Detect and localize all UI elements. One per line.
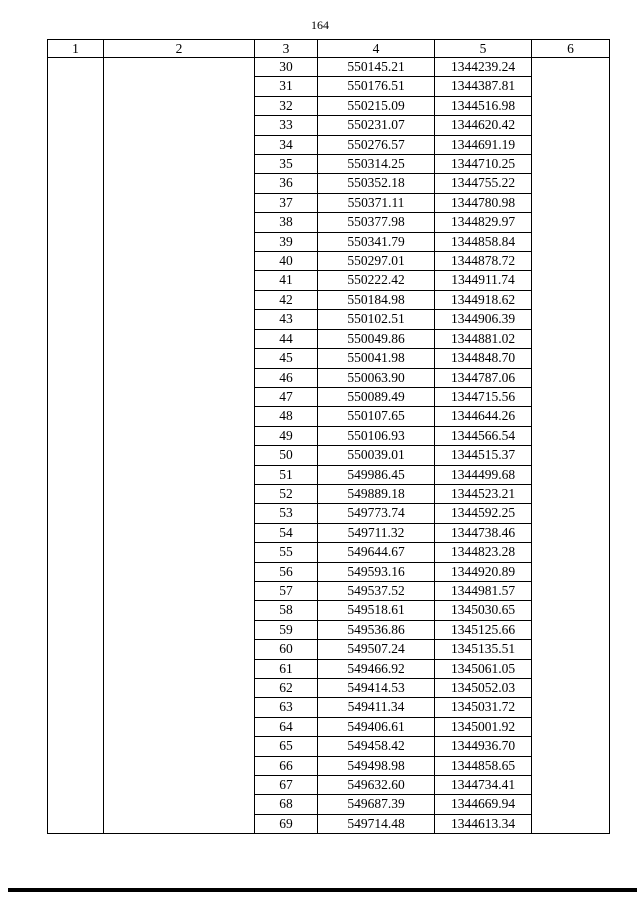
y-coordinate-cell: 1344566.54 [435, 426, 532, 445]
y-coordinate-cell: 1344516.98 [435, 96, 532, 115]
y-coordinate-cell: 1344738.46 [435, 523, 532, 542]
point-number-cell: 33 [255, 116, 318, 135]
point-number-cell: 36 [255, 174, 318, 193]
footer-rule [8, 888, 637, 892]
y-coordinate-cell: 1344780.98 [435, 193, 532, 212]
point-number-cell: 54 [255, 523, 318, 542]
column-header-6: 6 [532, 40, 610, 58]
x-coordinate-cell: 549406.61 [318, 717, 435, 736]
point-number-cell: 47 [255, 387, 318, 406]
point-number-cell: 44 [255, 329, 318, 348]
y-coordinate-cell: 1344878.72 [435, 252, 532, 271]
x-coordinate-cell: 550341.79 [318, 232, 435, 251]
x-coordinate-cell: 550089.49 [318, 387, 435, 406]
y-coordinate-cell: 1345061.05 [435, 659, 532, 678]
y-coordinate-cell: 1344848.70 [435, 349, 532, 368]
x-coordinate-cell: 550039.01 [318, 446, 435, 465]
x-coordinate-cell: 549411.34 [318, 698, 435, 717]
x-coordinate-cell: 550102.51 [318, 310, 435, 329]
point-number-cell: 46 [255, 368, 318, 387]
point-number-cell: 37 [255, 193, 318, 212]
y-coordinate-cell: 1344981.57 [435, 581, 532, 600]
y-coordinate-cell: 1344920.89 [435, 562, 532, 581]
y-coordinate-cell: 1344823.28 [435, 543, 532, 562]
point-number-cell: 57 [255, 581, 318, 600]
x-coordinate-cell: 550063.90 [318, 368, 435, 387]
point-number-cell: 30 [255, 58, 318, 77]
point-number-cell: 67 [255, 776, 318, 795]
point-number-cell: 65 [255, 737, 318, 756]
point-number-cell: 62 [255, 679, 318, 698]
y-coordinate-cell: 1345030.65 [435, 601, 532, 620]
x-coordinate-cell: 549889.18 [318, 484, 435, 503]
x-coordinate-cell: 550107.65 [318, 407, 435, 426]
point-number-cell: 59 [255, 620, 318, 639]
x-coordinate-cell: 549714.48 [318, 814, 435, 833]
x-coordinate-cell: 550184.98 [318, 290, 435, 309]
table-body [48, 58, 610, 834]
y-coordinate-cell: 1345052.03 [435, 679, 532, 698]
x-coordinate-cell: 549498.98 [318, 756, 435, 775]
x-coordinate-cell: 549536.86 [318, 620, 435, 639]
x-coordinate-cell: 550176.51 [318, 77, 435, 96]
x-coordinate-cell: 550297.01 [318, 252, 435, 271]
y-coordinate-cell: 1344592.25 [435, 504, 532, 523]
y-coordinate-cell: 1344858.84 [435, 232, 532, 251]
point-number-cell: 66 [255, 756, 318, 775]
x-coordinate-cell: 550049.86 [318, 329, 435, 348]
point-number-cell: 53 [255, 504, 318, 523]
y-coordinate-cell: 1344715.56 [435, 387, 532, 406]
x-coordinate-cell: 550314.25 [318, 155, 435, 174]
point-number-cell: 61 [255, 659, 318, 678]
column-header-3: 3 [255, 40, 318, 58]
x-coordinate-cell: 549773.74 [318, 504, 435, 523]
y-coordinate-cell: 1344499.68 [435, 465, 532, 484]
point-number-cell: 39 [255, 232, 318, 251]
point-number-cell: 60 [255, 640, 318, 659]
point-number-cell: 64 [255, 717, 318, 736]
point-number-cell: 68 [255, 795, 318, 814]
column-2-cell [104, 58, 255, 834]
point-number-cell: 32 [255, 96, 318, 115]
table-row [48, 58, 610, 77]
x-coordinate-cell: 549711.32 [318, 523, 435, 542]
point-number-cell: 51 [255, 465, 318, 484]
x-coordinate-cell: 549986.45 [318, 465, 435, 484]
y-coordinate-cell: 1344644.26 [435, 407, 532, 426]
y-coordinate-cell: 1344523.21 [435, 484, 532, 503]
point-number-cell: 40 [255, 252, 318, 271]
point-number-cell: 63 [255, 698, 318, 717]
x-coordinate-cell: 550145.21 [318, 58, 435, 77]
y-coordinate-cell: 1344669.94 [435, 795, 532, 814]
y-coordinate-cell: 1344613.34 [435, 814, 532, 833]
point-number-cell: 41 [255, 271, 318, 290]
point-number-cell: 52 [255, 484, 318, 503]
y-coordinate-cell: 1345135.51 [435, 640, 532, 659]
y-coordinate-cell: 1344918.62 [435, 290, 532, 309]
point-number-cell: 58 [255, 601, 318, 620]
point-number-cell: 45 [255, 349, 318, 368]
x-coordinate-cell: 549537.52 [318, 581, 435, 600]
y-coordinate-cell: 1344906.39 [435, 310, 532, 329]
x-coordinate-cell: 550106.93 [318, 426, 435, 445]
y-coordinate-cell: 1344881.02 [435, 329, 532, 348]
x-coordinate-cell: 549466.92 [318, 659, 435, 678]
y-coordinate-cell: 1344858.65 [435, 756, 532, 775]
column-header-5: 5 [435, 40, 532, 58]
x-coordinate-cell: 549518.61 [318, 601, 435, 620]
y-coordinate-cell: 1344829.97 [435, 213, 532, 232]
y-coordinate-cell: 1344387.81 [435, 77, 532, 96]
y-coordinate-cell: 1344710.25 [435, 155, 532, 174]
point-number-cell: 42 [255, 290, 318, 309]
x-coordinate-cell: 550371.11 [318, 193, 435, 212]
x-coordinate-cell: 549507.24 [318, 640, 435, 659]
column-1-cell [48, 58, 104, 834]
y-coordinate-cell: 1344787.06 [435, 368, 532, 387]
y-coordinate-cell: 1345031.72 [435, 698, 532, 717]
point-number-cell: 50 [255, 446, 318, 465]
point-number-cell: 35 [255, 155, 318, 174]
x-coordinate-cell: 550222.42 [318, 271, 435, 290]
point-number-cell: 56 [255, 562, 318, 581]
point-number-cell: 34 [255, 135, 318, 154]
point-number-cell: 48 [255, 407, 318, 426]
y-coordinate-cell: 1344911.74 [435, 271, 532, 290]
column-header-2: 2 [104, 40, 255, 58]
coordinates-table [47, 39, 610, 834]
x-coordinate-cell: 550352.18 [318, 174, 435, 193]
x-coordinate-cell: 550215.09 [318, 96, 435, 115]
y-coordinate-cell: 1344734.41 [435, 776, 532, 795]
header-row [48, 40, 610, 58]
y-coordinate-cell: 1345001.92 [435, 717, 532, 736]
y-coordinate-cell: 1344515.37 [435, 446, 532, 465]
point-number-cell: 31 [255, 77, 318, 96]
x-coordinate-cell: 549632.60 [318, 776, 435, 795]
x-coordinate-cell: 550231.07 [318, 116, 435, 135]
column-header-1: 1 [48, 40, 104, 58]
point-number-cell: 55 [255, 543, 318, 562]
x-coordinate-cell: 549687.39 [318, 795, 435, 814]
y-coordinate-cell: 1344239.24 [435, 58, 532, 77]
y-coordinate-cell: 1344936.70 [435, 737, 532, 756]
x-coordinate-cell: 549414.53 [318, 679, 435, 698]
x-coordinate-cell: 550041.98 [318, 349, 435, 368]
y-coordinate-cell: 1344755.22 [435, 174, 532, 193]
x-coordinate-cell: 549644.67 [318, 543, 435, 562]
x-coordinate-cell: 549458.42 [318, 737, 435, 756]
column-header-4: 4 [318, 40, 435, 58]
column-6-cell [532, 58, 610, 834]
point-number-cell: 69 [255, 814, 318, 833]
y-coordinate-cell: 1344691.19 [435, 135, 532, 154]
point-number-cell: 49 [255, 426, 318, 445]
point-number-cell: 43 [255, 310, 318, 329]
x-coordinate-cell: 549593.16 [318, 562, 435, 581]
y-coordinate-cell: 1345125.66 [435, 620, 532, 639]
x-coordinate-cell: 550377.98 [318, 213, 435, 232]
point-number-cell: 38 [255, 213, 318, 232]
y-coordinate-cell: 1344620.42 [435, 116, 532, 135]
page-number: 164 [311, 18, 329, 32]
x-coordinate-cell: 550276.57 [318, 135, 435, 154]
